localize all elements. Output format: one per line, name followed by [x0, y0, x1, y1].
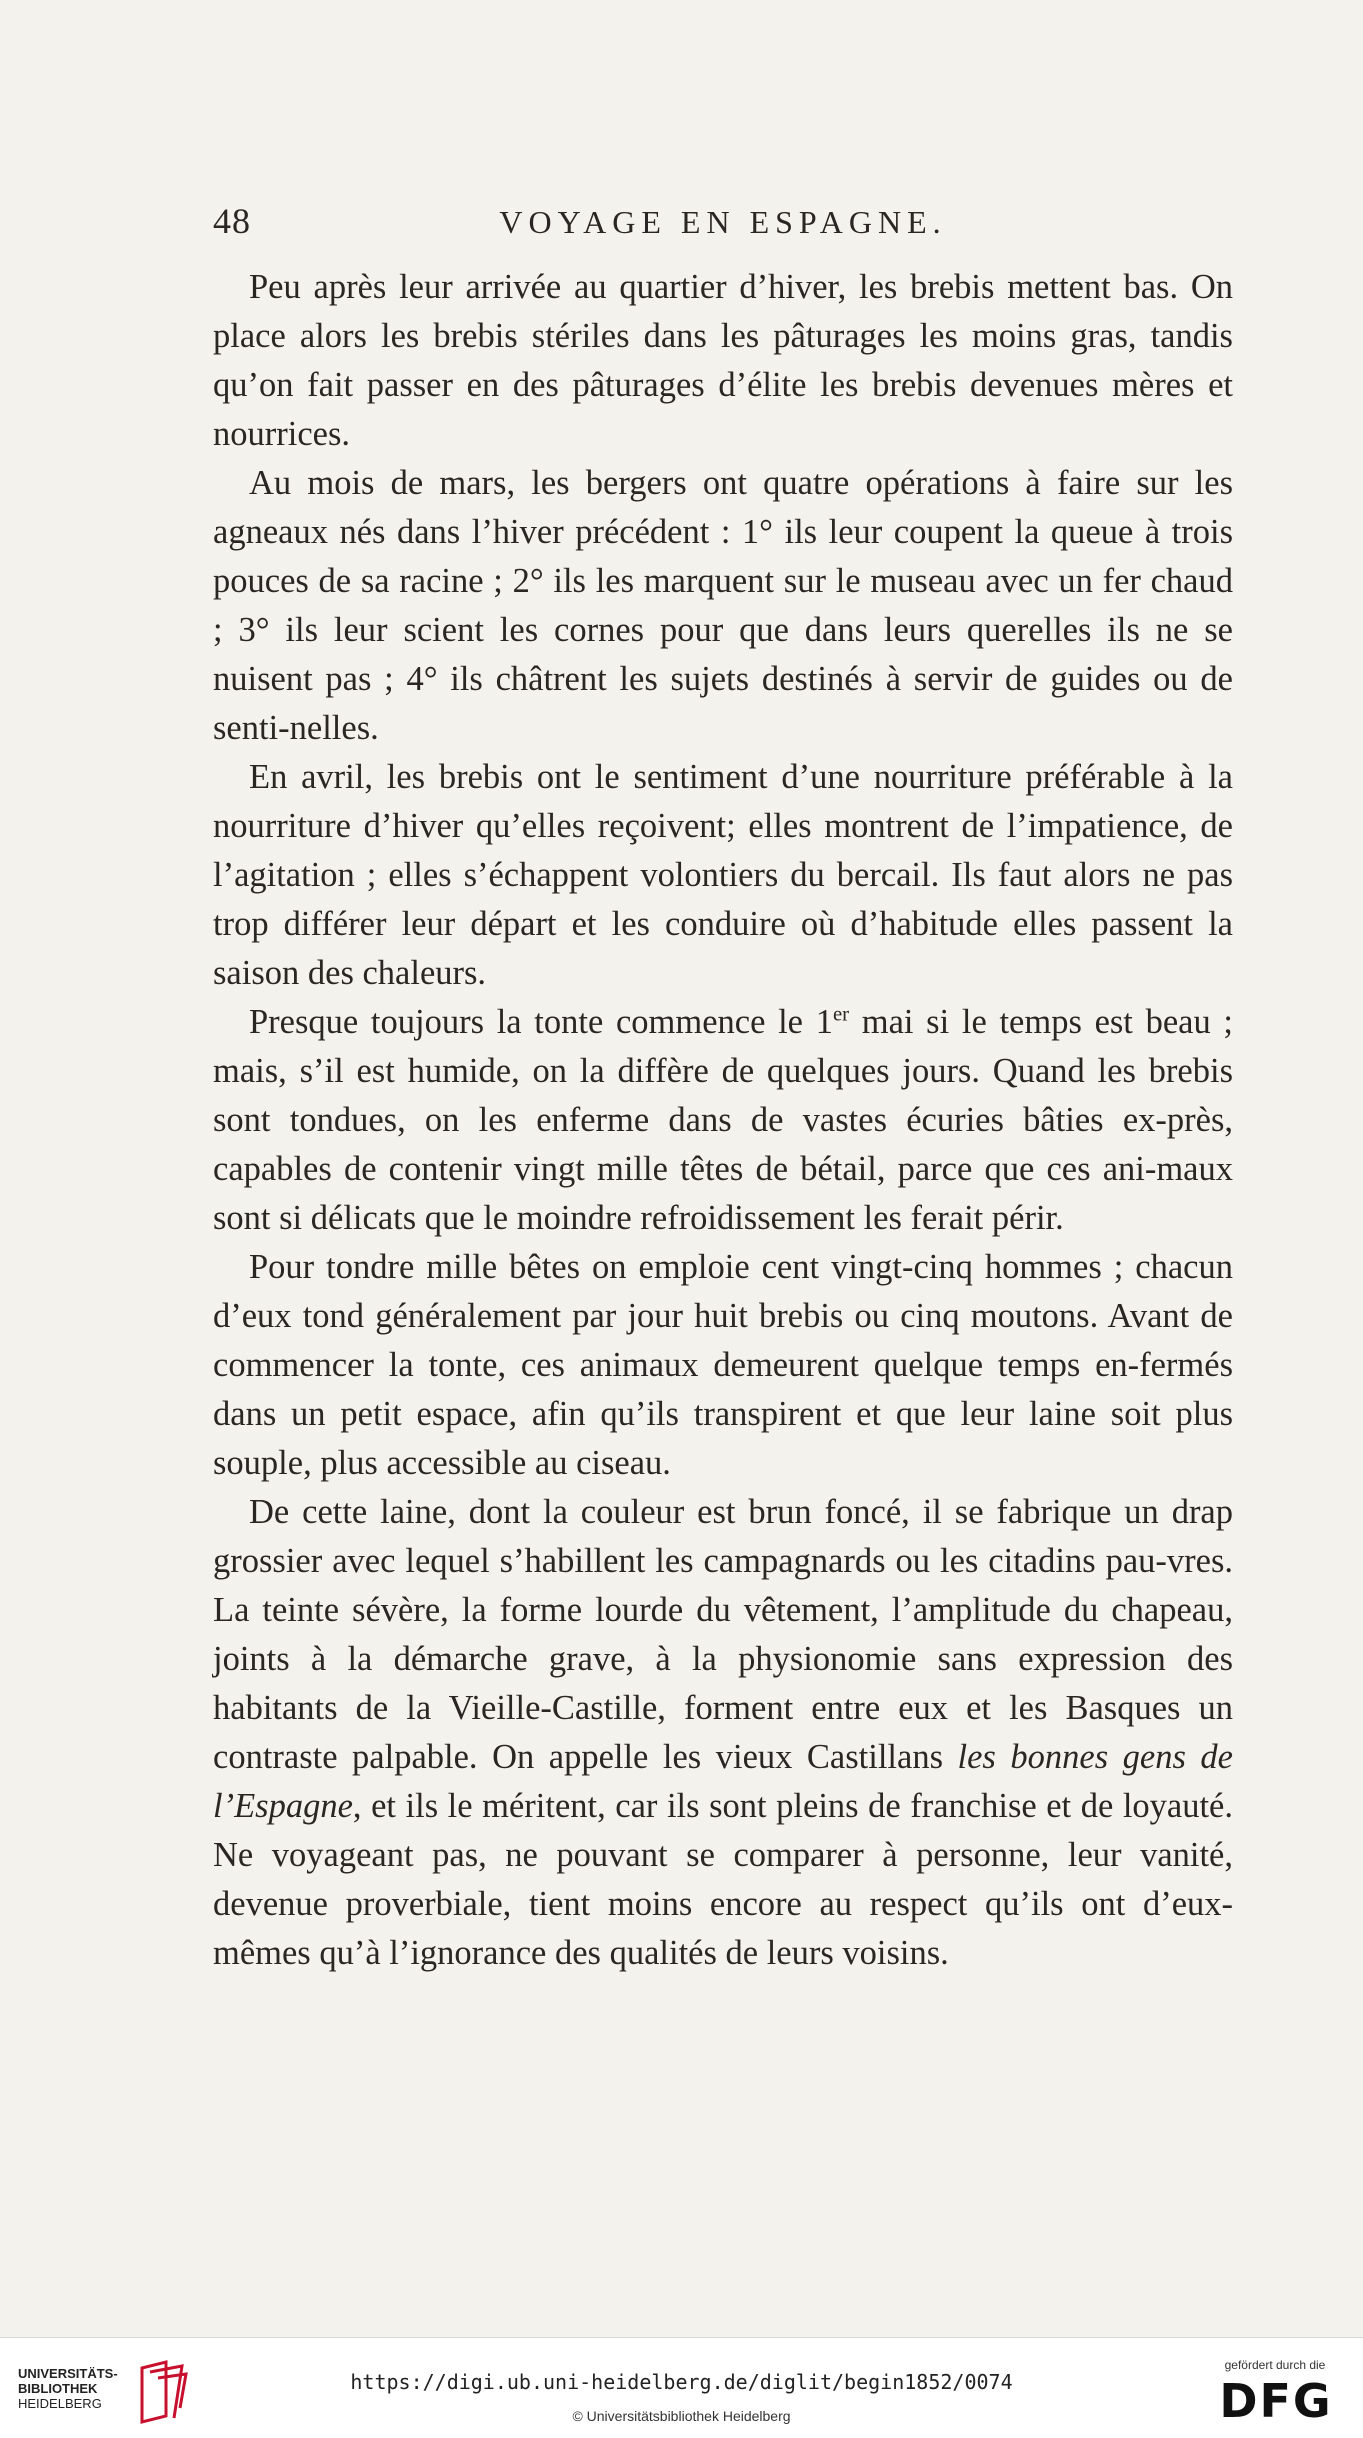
permalink-url[interactable]: https://digi.ub.uni-heidelberg.de/diglit/begin1852/0074 [350, 2370, 1013, 2394]
paragraph-4-text-a: Presque toujours la tonte commence le 1 [249, 1003, 833, 1041]
paragraph-2: Au mois de mars, les bergers ont quatre opérations à faire sur les agneaux nés dans l’hiver précédent : 1° ils leur coupent la queue à trois pouces de sa racine ; 2° ils les marquent sur le museau avec un fer chaud ; 3° ils leur scient les cornes pour que dans leurs querelles ils ne se nuisent pas ; 4° ils châtrent les sujets destinés à servir de guides ou de senti-nelles. [213, 464, 1233, 747]
library-line-3: HEIDELBERG [18, 2396, 102, 2411]
running-title: VOYAGE EN ESPAGNE. [499, 204, 947, 240]
dfg-logo: DFG [1219, 2374, 1333, 2428]
paragraph-3: En avril, les brebis ont le sentiment d’une nourriture préférable à la nourriture d’hiver qu’elles reçoivent; elles montrent de l’impatience, de l’agitation ; elles s’échappent volontiers du bercail. Ils faut alors ne pas trop différer leur départ et les conduire où d’habitude elles passent la saison des chaleurs. [213, 758, 1233, 992]
paragraph-6-italic: les bonnes gens de l’Espagne [213, 1738, 1233, 1825]
paragraph-5: Pour tondre mille bêtes on emploie cent vingt-cinq hommes ; chacun d’eux tond généralement par jour huit brebis ou cinq moutons. Avant de commencer la tonte, ces animaux demeurent quelque temps en-fermés dans un petit espace, afin qu’ils transpirent et que leur laine soit plus souple, plus accessible au ciseau. [213, 1248, 1233, 1482]
paragraph-6-text-a: De cette laine, dont la couleur est brun foncé, il se fabrique un drap grossier avec lequel s’habillent les campagnards ou les citadins pau-vres. La teinte sévère, la forme lourde du vêtement, l’amplitude du chapeau, joints à la démarche grave, à la physionomie sans expression des habitants de la Vieille-Castille, forment entre eux et les Basques un contraste palpable. On appelle les vieux Castillans [213, 1493, 1233, 1776]
library-line-1: UNIVERSITÄTS- [18, 2366, 118, 2381]
body-text [213, 263, 1233, 1978]
paragraph-1: Peu après leur arrivée au quartier d’hiver, les brebis mettent bas. On place alors les brebis stériles dans les pâturages les moins gras, tandis qu’on fait passer en des pâturages d’élite les brebis devenues mères et nourrices. [213, 268, 1233, 453]
paragraph-6 [213, 1488, 1233, 1978]
paragraph-6-text-b: , et ils le méritent, car ils sont pleins de franchise et de loyauté. Ne voyageant pas, ne pouvant se comparer à personne, leur vanité, devenue proverbiale, tient moins encore au respect qu’ils ont d’eux-mêmes qu’à l’ignorance des qualités de leurs voisins. [213, 1787, 1233, 1972]
paragraph-4-superscript: er [832, 1003, 850, 1026]
copyright-notice: © Universitätsbibliothek Heidelberg [572, 2408, 791, 2424]
viewer-footer [0, 2337, 1363, 2438]
page-number: 48 [213, 201, 251, 241]
funding-caption: gefördert durch die [1224, 2358, 1326, 2372]
library-line-2: BIBLIOTHEK [18, 2381, 98, 2396]
paragraph-4-text-b: mai si le temps est beau ; mais, s’il est humide, on la diffère de quelques jours. Quand les brebis sont tondues, on les enferme dans de vastes écuries bâties ex-près, capables de contenir vingt mille têtes de bétail, parce que ces ani-maux sont si délicats que le moindre refroidissement les ferait périr. [213, 1003, 1233, 1237]
page-header [213, 200, 1233, 260]
paragraph-4 [213, 998, 1233, 1243]
